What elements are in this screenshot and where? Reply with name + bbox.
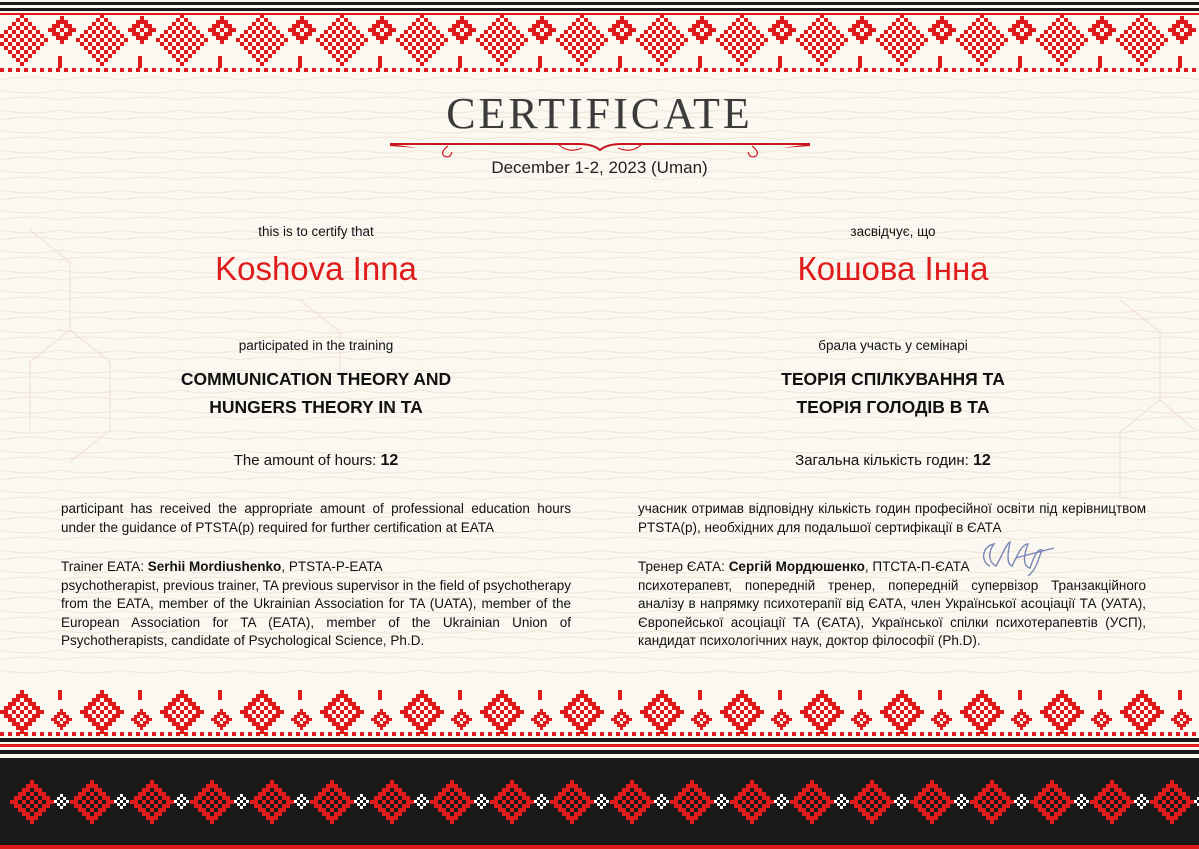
hours-value-ua: 12	[973, 452, 991, 469]
hours-line	[61, 452, 571, 470]
certify-text: this is to certify that	[258, 224, 374, 239]
bottom-ornament-border	[0, 688, 1199, 849]
recipient-name-ua: Кошова Інна	[797, 250, 989, 287]
training-title	[61, 365, 571, 421]
certificate-title: CERTIFICATE	[446, 89, 753, 138]
training-title-line1: COMMUNICATION THEORY AND	[180, 369, 452, 389]
training-title-ua-line2: ТЕОРІЯ ГОЛОДІВ В ТА	[796, 397, 990, 417]
hours-label: The amount of hours:	[233, 452, 381, 469]
trainer-name: Serhii Mordiushenko	[147, 559, 282, 574]
recipient-name: Koshova Inna	[215, 250, 417, 287]
signature-icon	[976, 536, 1056, 580]
trainer-bio-ua: психотерапевт, попередній тренер, попередній супервізор Транзакційного аналізу в напрямку психотерапії від ЄАТА, член Української асоціації ТА (УАТА), Європейської асоціації ТА (ЄАТА), Української спілки психотерапевтів (УСП), кандидат психологічних наук, доктор філософії (Ph.D).	[638, 577, 1146, 648]
trainer-line-ua	[638, 558, 1146, 577]
certificate-date: December 1-2, 2023 (Uman)	[491, 158, 708, 177]
participated-text: participated in the training	[238, 338, 394, 353]
certify-text-ua: засвідчує, що	[850, 224, 936, 239]
training-title-ua-line1: ТЕОРІЯ СПІЛКУВАННЯ ТА	[781, 369, 1005, 389]
hours-label-ua: Загальна кількість годин:	[795, 452, 974, 469]
trainer-credential: , PTSTA-P-EATA	[281, 559, 383, 574]
trainer-info-ua	[638, 558, 1146, 651]
trainer-prefix: Trainer EATA:	[61, 559, 148, 574]
top-ornament-border	[0, 0, 1199, 78]
hours-line-ua	[638, 452, 1148, 470]
participated-text-ua: брала участь у семінарі	[818, 338, 968, 353]
trainer-name-ua: Сергій Мордюшенко	[728, 559, 865, 574]
training-title-ua	[638, 365, 1148, 421]
education-statement: participant has received the appropriate amount of professional education hours under the guidance of PTSTA(p) required for further certification at EATA	[61, 501, 571, 535]
trainer-info	[61, 558, 571, 651]
trainer-line	[61, 558, 571, 577]
trainer-prefix-ua: Тренер ЄАТА:	[638, 559, 729, 574]
hours-value: 12	[380, 452, 399, 469]
trainer-bio: psychotherapist, previous trainer, TA previous supervisor in the field of psychotherapy from the EATA, member of the Ukrainian Association for TA (UATA), member of the European Association for TA (EATA), member of the Ukrainian Union of Psychotherapists, candidate of Psychological Science, Ph.D.	[61, 577, 571, 648]
training-title-line2: HUNGERS THEORY IN TA	[209, 397, 423, 417]
education-statement-ua: учасник отримав відповідну кількість годин професійної освіти під керівництвом PTSTA(p), необхідних для подальшої сертифікації в ЄАТА	[638, 501, 1146, 535]
flourish-icon	[388, 134, 812, 158]
trainer-credential-ua: , ПТСТА-П-ЄАТА	[864, 559, 970, 574]
